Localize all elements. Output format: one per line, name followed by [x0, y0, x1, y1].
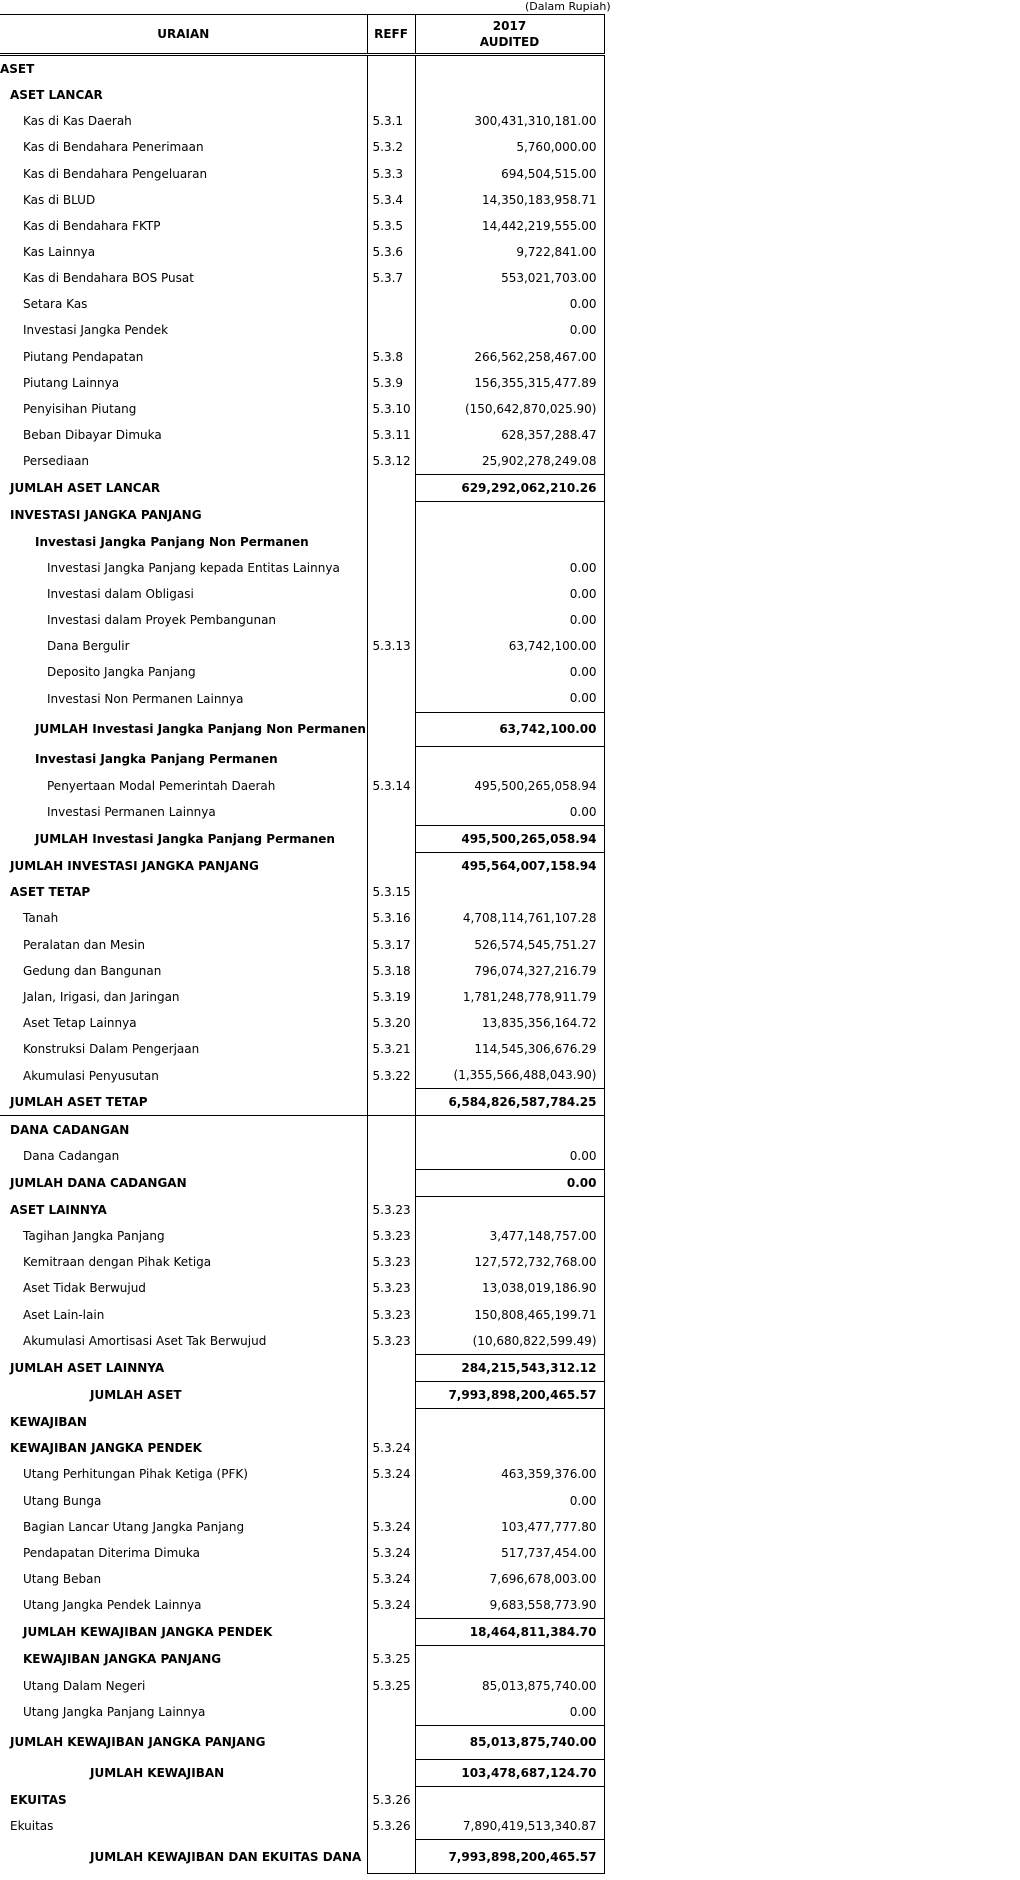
- row-label: Investasi Jangka Panjang Permanen: [35, 752, 278, 767]
- table-row: [0, 1619, 604, 1646]
- table-row: [0, 1328, 604, 1355]
- row-label: Investasi dalam Proyek Pembangunan: [47, 613, 277, 628]
- table-row: [0, 1143, 604, 1170]
- balance-sheet-table: [0, 14, 605, 1874]
- row-value: 0.00: [415, 1143, 604, 1170]
- row-value: [415, 1435, 604, 1461]
- row-label: Utang Perhitungan Pihak Ketiga (PFK): [23, 1467, 248, 1482]
- row-value: 63,742,100.00: [415, 633, 604, 659]
- row-label: Kas di Kas Daerah: [23, 114, 132, 129]
- row-reference: 5.3.9: [367, 370, 415, 396]
- row-value: [415, 879, 604, 905]
- row-reference: 5.3.26: [367, 1813, 415, 1840]
- row-value: 0.00: [415, 291, 604, 317]
- table-row: [0, 932, 604, 958]
- row-reference: 5.3.23: [367, 1223, 415, 1249]
- row-reference: [367, 555, 415, 581]
- row-value: 14,350,183,958.71: [415, 187, 604, 213]
- table-row: [0, 1354, 604, 1381]
- row-label: Investasi Permanen Lainnya: [47, 805, 216, 820]
- table-row: [0, 1646, 604, 1673]
- table-row: [0, 1249, 604, 1275]
- row-value: 103,477,777.80: [415, 1514, 604, 1540]
- table-row: [0, 370, 604, 396]
- row-reference: [367, 825, 415, 852]
- table-row: [0, 1223, 604, 1249]
- column-header-reference: REFF: [367, 15, 415, 55]
- column-header-year: 2017: [492, 19, 527, 33]
- table-row: [0, 1699, 604, 1726]
- table-row: [0, 317, 604, 343]
- table-row: [0, 1786, 604, 1813]
- row-label: INVESTASI JANGKA PANJANG: [10, 508, 202, 523]
- row-label: Persediaan: [23, 454, 90, 469]
- row-label: KEWAJIBAN: [10, 1414, 87, 1429]
- row-label: Utang Jangka Pendek Lainnya: [23, 1598, 202, 1613]
- table-row: [0, 239, 604, 265]
- row-value: 25,902,278,249.08: [415, 448, 604, 475]
- row-label: JUMLAH Investasi Jangka Panjang Non Permanen: [35, 722, 366, 737]
- row-reference: [367, 659, 415, 685]
- row-label: Gedung dan Bangunan: [23, 963, 162, 978]
- table-row: [0, 746, 604, 773]
- table-row: [0, 475, 604, 502]
- row-label: Utang Jangka Panjang Lainnya: [23, 1704, 206, 1719]
- row-label: Dana Bergulir: [47, 639, 130, 654]
- row-reference: 5.3.20: [367, 1010, 415, 1036]
- table-row: [0, 1461, 604, 1487]
- row-value: [415, 529, 604, 555]
- table-row: [0, 879, 604, 905]
- row-label: Beban Dibayar Dimuka: [23, 428, 162, 443]
- table-row: [0, 448, 604, 475]
- row-label: Kemitraan dengan Pihak Ketiga: [23, 1255, 212, 1270]
- row-value: 495,564,007,158.94: [415, 853, 604, 880]
- row-label: JUMLAH KEWAJIBAN: [90, 1765, 225, 1780]
- row-value: 0.00: [415, 659, 604, 685]
- table-row: [0, 1275, 604, 1301]
- row-value: 9,722,841.00: [415, 239, 604, 265]
- table-row: [0, 958, 604, 984]
- row-label: JUMLAH KEWAJIBAN JANGKA PENDEK: [23, 1625, 273, 1640]
- row-value: 85,013,875,740.00: [415, 1725, 604, 1759]
- row-value: 628,357,288.47: [415, 422, 604, 448]
- row-reference: [367, 712, 415, 746]
- row-label: Pendapatan Diterima Dimuka: [23, 1545, 200, 1560]
- row-label: Kas di BLUD: [23, 192, 96, 207]
- row-label: ASET LAINNYA: [10, 1202, 107, 1217]
- table-row: [0, 1514, 604, 1540]
- row-reference: [367, 1840, 415, 1874]
- row-value: 463,359,376.00: [415, 1461, 604, 1487]
- row-value: [415, 746, 604, 773]
- row-value: 114,545,306,676.29: [415, 1036, 604, 1062]
- table-row: [0, 581, 604, 607]
- row-reference: [367, 1759, 415, 1786]
- row-reference: 5.3.24: [367, 1566, 415, 1592]
- row-reference: 5.3.5: [367, 213, 415, 239]
- row-reference: 5.3.23: [367, 1249, 415, 1275]
- row-value: 9,683,558,773.90: [415, 1592, 604, 1619]
- row-label: JUMLAH ASET TETAP: [10, 1095, 148, 1110]
- row-label: Aset Lain-lain: [23, 1307, 105, 1322]
- row-label: KEWAJIBAN JANGKA PANJANG: [23, 1652, 222, 1667]
- table-row: [0, 1435, 604, 1461]
- row-value: 300,431,310,181.00: [415, 108, 604, 134]
- row-reference: 5.3.19: [367, 984, 415, 1010]
- row-label: JUMLAH ASET LANCAR: [10, 481, 161, 496]
- table-row: [0, 1840, 604, 1874]
- row-reference: 5.3.24: [367, 1514, 415, 1540]
- row-reference: 5.3.17: [367, 932, 415, 958]
- row-reference: 5.3.18: [367, 958, 415, 984]
- column-header-value: [415, 15, 604, 55]
- table-row: [0, 396, 604, 422]
- table-row: [0, 1487, 604, 1513]
- table-row: [0, 1062, 604, 1089]
- table-row: [0, 1301, 604, 1327]
- row-reference: 5.3.14: [367, 773, 415, 799]
- row-reference: [367, 1725, 415, 1759]
- table-row: [0, 344, 604, 370]
- table-row: [0, 712, 604, 746]
- row-value: 0.00: [415, 1699, 604, 1726]
- row-value: 127,572,732,768.00: [415, 1249, 604, 1275]
- row-reference: 5.3.23: [367, 1275, 415, 1301]
- row-label: Kas di Bendahara BOS Pusat: [23, 271, 194, 286]
- row-value: [415, 1116, 604, 1143]
- row-label: Ekuitas: [10, 1819, 54, 1834]
- row-reference: 5.3.25: [367, 1672, 415, 1698]
- row-label: ASET: [0, 62, 35, 77]
- row-value: 495,500,265,058.94: [415, 825, 604, 852]
- table-row: [0, 502, 604, 529]
- table-row: [0, 134, 604, 160]
- table-row: [0, 905, 604, 931]
- row-reference: 5.3.22: [367, 1062, 415, 1089]
- table-row: [0, 1672, 604, 1698]
- table-row: [0, 187, 604, 213]
- row-reference: 5.3.8: [367, 344, 415, 370]
- table-row: [0, 1592, 604, 1619]
- table-row: [0, 1759, 604, 1786]
- row-value: 694,504,515.00: [415, 161, 604, 187]
- row-reference: [367, 1116, 415, 1143]
- table-row: [0, 659, 604, 685]
- row-label: Investasi Jangka Pendek: [23, 323, 169, 338]
- table-row: [0, 607, 604, 633]
- row-label: Piutang Lainnya: [23, 375, 120, 390]
- row-reference: [367, 1089, 415, 1116]
- row-label: Deposito Jangka Panjang: [47, 665, 196, 680]
- row-label: Konstruksi Dalam Pengerjaan: [23, 1042, 200, 1057]
- row-reference: 5.3.1: [367, 108, 415, 134]
- row-label: Penyertaan Modal Pemerintah Daerah: [47, 778, 276, 793]
- table-row: [0, 1036, 604, 1062]
- row-label: JUMLAH ASET LAINNYA: [10, 1360, 165, 1375]
- row-reference: 5.3.16: [367, 905, 415, 931]
- table-row: [0, 291, 604, 317]
- row-reference: 5.3.23: [367, 1328, 415, 1355]
- table-row: [0, 853, 604, 880]
- row-label: Tagihan Jangka Panjang: [23, 1229, 165, 1244]
- row-reference: [367, 1169, 415, 1196]
- table-row: [0, 1540, 604, 1566]
- row-value: 13,038,019,186.90: [415, 1275, 604, 1301]
- row-reference: 5.3.10: [367, 396, 415, 422]
- row-value: [415, 502, 604, 529]
- row-reference: [367, 607, 415, 633]
- table-row: [0, 55, 604, 83]
- row-reference: [367, 1619, 415, 1646]
- row-value: 553,021,703.00: [415, 265, 604, 291]
- row-value: 495,500,265,058.94: [415, 773, 604, 799]
- table-row: [0, 1566, 604, 1592]
- column-header-description: URAIAN: [0, 15, 367, 55]
- row-reference: [367, 746, 415, 773]
- table-row: [0, 1169, 604, 1196]
- row-reference: [367, 291, 415, 317]
- table-row: [0, 1116, 604, 1143]
- row-value: [415, 1409, 604, 1436]
- row-reference: 5.3.3: [367, 161, 415, 187]
- row-reference: [367, 685, 415, 712]
- row-value: 103,478,687,124.70: [415, 1759, 604, 1786]
- table-row: [0, 161, 604, 187]
- row-label: Kas Lainnya: [23, 245, 96, 260]
- row-label: JUMLAH Investasi Jangka Panjang Permanen: [35, 832, 335, 846]
- row-reference: 5.3.24: [367, 1592, 415, 1619]
- row-label: JUMLAH KEWAJIBAN JANGKA PANJANG: [10, 1735, 266, 1750]
- table-row: [0, 633, 604, 659]
- row-label: Investasi Non Permanen Lainnya: [47, 691, 244, 706]
- column-header-status: AUDITED: [479, 35, 540, 49]
- row-label: Tanah: [23, 911, 59, 926]
- row-value: 266,562,258,467.00: [415, 344, 604, 370]
- row-label: JUMLAH KEWAJIBAN DAN EKUITAS DANA: [90, 1849, 362, 1864]
- row-value: 85,013,875,740.00: [415, 1672, 604, 1698]
- row-reference: 5.3.24: [367, 1540, 415, 1566]
- row-reference: 5.3.24: [367, 1461, 415, 1487]
- row-value: 0.00: [415, 685, 604, 712]
- row-label: Dana Cadangan: [23, 1148, 120, 1163]
- row-label: Bagian Lancar Utang Jangka Panjang: [23, 1519, 245, 1534]
- row-reference: [367, 502, 415, 529]
- table-row: [0, 422, 604, 448]
- table-row: [0, 555, 604, 581]
- row-value: 629,292,062,210.26: [415, 475, 604, 502]
- row-value: 7,993,898,200,465.57: [415, 1840, 604, 1874]
- row-value: 0.00: [415, 581, 604, 607]
- row-value: 7,993,898,200,465.57: [415, 1381, 604, 1408]
- row-reference: 5.3.11: [367, 422, 415, 448]
- table-row: [0, 1409, 604, 1436]
- table-row: [0, 799, 604, 826]
- row-reference: 5.3.4: [367, 187, 415, 213]
- table-row: [0, 1813, 604, 1840]
- row-label: Peralatan dan Mesin: [23, 937, 145, 952]
- table-row: [0, 213, 604, 239]
- row-value: 3,477,148,757.00: [415, 1223, 604, 1249]
- row-value: 1,781,248,778,911.79: [415, 984, 604, 1010]
- row-value: 156,355,315,477.89: [415, 370, 604, 396]
- row-label: Kas di Bendahara Penerimaan: [23, 140, 204, 155]
- row-reference: [367, 1487, 415, 1513]
- row-reference: 5.3.23: [367, 1301, 415, 1327]
- table-row: [0, 1010, 604, 1036]
- row-value: [415, 1786, 604, 1813]
- row-value: 6,584,826,587,784.25: [415, 1089, 604, 1116]
- row-value: 0.00: [415, 607, 604, 633]
- row-reference: [367, 581, 415, 607]
- row-label: EKUITAS: [10, 1792, 67, 1807]
- row-label: Utang Beban: [23, 1571, 102, 1586]
- row-value: 150,808,465,199.71: [415, 1301, 604, 1327]
- row-reference: 5.3.15: [367, 879, 415, 905]
- row-reference: 5.3.6: [367, 239, 415, 265]
- row-reference: [367, 55, 415, 83]
- row-label: Investasi dalam Obligasi: [47, 586, 194, 601]
- row-value: [415, 1196, 604, 1223]
- row-value: 0.00: [415, 555, 604, 581]
- row-reference: [367, 475, 415, 502]
- row-label: ASET TETAP: [10, 885, 91, 900]
- row-reference: [367, 529, 415, 555]
- row-label: KEWAJIBAN JANGKA PENDEK: [10, 1441, 202, 1456]
- row-label: ASET LANCAR: [10, 88, 103, 103]
- table-row: [0, 82, 604, 108]
- table-row: [0, 825, 604, 852]
- table-row: [0, 984, 604, 1010]
- row-value: 5,760,000.00: [415, 134, 604, 160]
- row-value: 284,215,543,312.12: [415, 1354, 604, 1381]
- row-reference: [367, 317, 415, 343]
- row-reference: [367, 799, 415, 826]
- row-reference: 5.3.13: [367, 633, 415, 659]
- row-reference: [367, 1699, 415, 1726]
- row-reference: 5.3.23: [367, 1196, 415, 1223]
- row-value: 0.00: [415, 799, 604, 826]
- row-reference: [367, 1381, 415, 1408]
- row-value: [415, 82, 604, 108]
- row-value: (150,642,870,025.90): [415, 396, 604, 422]
- row-label: Aset Tetap Lainnya: [23, 1015, 137, 1030]
- row-reference: 5.3.21: [367, 1036, 415, 1062]
- row-value: (1,355,566,488,043.90): [415, 1062, 604, 1089]
- row-value: [415, 1646, 604, 1673]
- row-reference: [367, 1354, 415, 1381]
- row-label: Utang Dalam Negeri: [23, 1678, 146, 1693]
- row-value: 4,708,114,761,107.28: [415, 905, 604, 931]
- row-value: 517,737,454.00: [415, 1540, 604, 1566]
- row-label: Investasi Jangka Panjang kepada Entitas Lainnya: [47, 560, 340, 575]
- table-row: [0, 529, 604, 555]
- table-row: [0, 108, 604, 134]
- row-reference: [367, 1143, 415, 1170]
- row-reference: 5.3.7: [367, 265, 415, 291]
- row-value: 13,835,356,164.72: [415, 1010, 604, 1036]
- row-label: Setara Kas: [23, 297, 88, 312]
- table-row: [0, 1725, 604, 1759]
- row-label: Akumulasi Amortisasi Aset Tak Berwujud: [23, 1333, 267, 1348]
- row-reference: [367, 853, 415, 880]
- table-row: [0, 1196, 604, 1223]
- row-label: JUMLAH INVESTASI JANGKA PANJANG: [10, 858, 259, 873]
- row-label: Kas di Bendahara Pengeluaran: [23, 166, 208, 181]
- table-row: [0, 773, 604, 799]
- row-label: Utang Bunga: [23, 1493, 102, 1508]
- table-row: [0, 1089, 604, 1116]
- row-reference: 5.3.24: [367, 1435, 415, 1461]
- row-value: [415, 55, 604, 83]
- row-value: (10,680,822,599.49): [415, 1328, 604, 1355]
- row-reference: 5.3.2: [367, 134, 415, 160]
- row-reference: [367, 82, 415, 108]
- row-reference: [367, 1409, 415, 1436]
- row-reference: 5.3.26: [367, 1786, 415, 1813]
- table-row: [0, 685, 604, 712]
- row-value: 7,696,678,003.00: [415, 1566, 604, 1592]
- row-value: 63,742,100.00: [415, 712, 604, 746]
- row-label: JUMLAH DANA CADANGAN: [10, 1175, 187, 1190]
- row-value: 0.00: [415, 317, 604, 343]
- row-label: Investasi Jangka Panjang Non Permanen: [35, 534, 309, 549]
- row-label: Piutang Pendapatan: [23, 349, 144, 364]
- row-label: Kas di Bendahara FKTP: [23, 218, 161, 233]
- row-value: 18,464,811,384.70: [415, 1619, 604, 1646]
- row-label: Jalan, Irigasi, dan Jaringan: [23, 989, 180, 1004]
- table-row: [0, 265, 604, 291]
- row-value: 14,442,219,555.00: [415, 213, 604, 239]
- table-header-row: [0, 15, 604, 55]
- row-label: Aset Tidak Berwujud: [23, 1281, 146, 1296]
- row-value: 7,890,419,513,340.87: [415, 1813, 604, 1840]
- row-label: Akumulasi Penyusutan: [23, 1068, 159, 1083]
- row-value: 526,574,545,751.27: [415, 932, 604, 958]
- table-row: [0, 1381, 604, 1408]
- row-value: 0.00: [415, 1487, 604, 1513]
- row-label: DANA CADANGAN: [0, 1116, 367, 1143]
- row-reference: 5.3.25: [367, 1646, 415, 1673]
- row-value: 796,074,327,216.79: [415, 958, 604, 984]
- row-reference: 5.3.12: [367, 448, 415, 475]
- row-label: JUMLAH ASET: [90, 1387, 182, 1402]
- row-label: Penyisihan Piutang: [23, 401, 137, 416]
- unit-note: (Dalam Rupiah): [525, 0, 611, 13]
- row-value: 0.00: [415, 1169, 604, 1196]
